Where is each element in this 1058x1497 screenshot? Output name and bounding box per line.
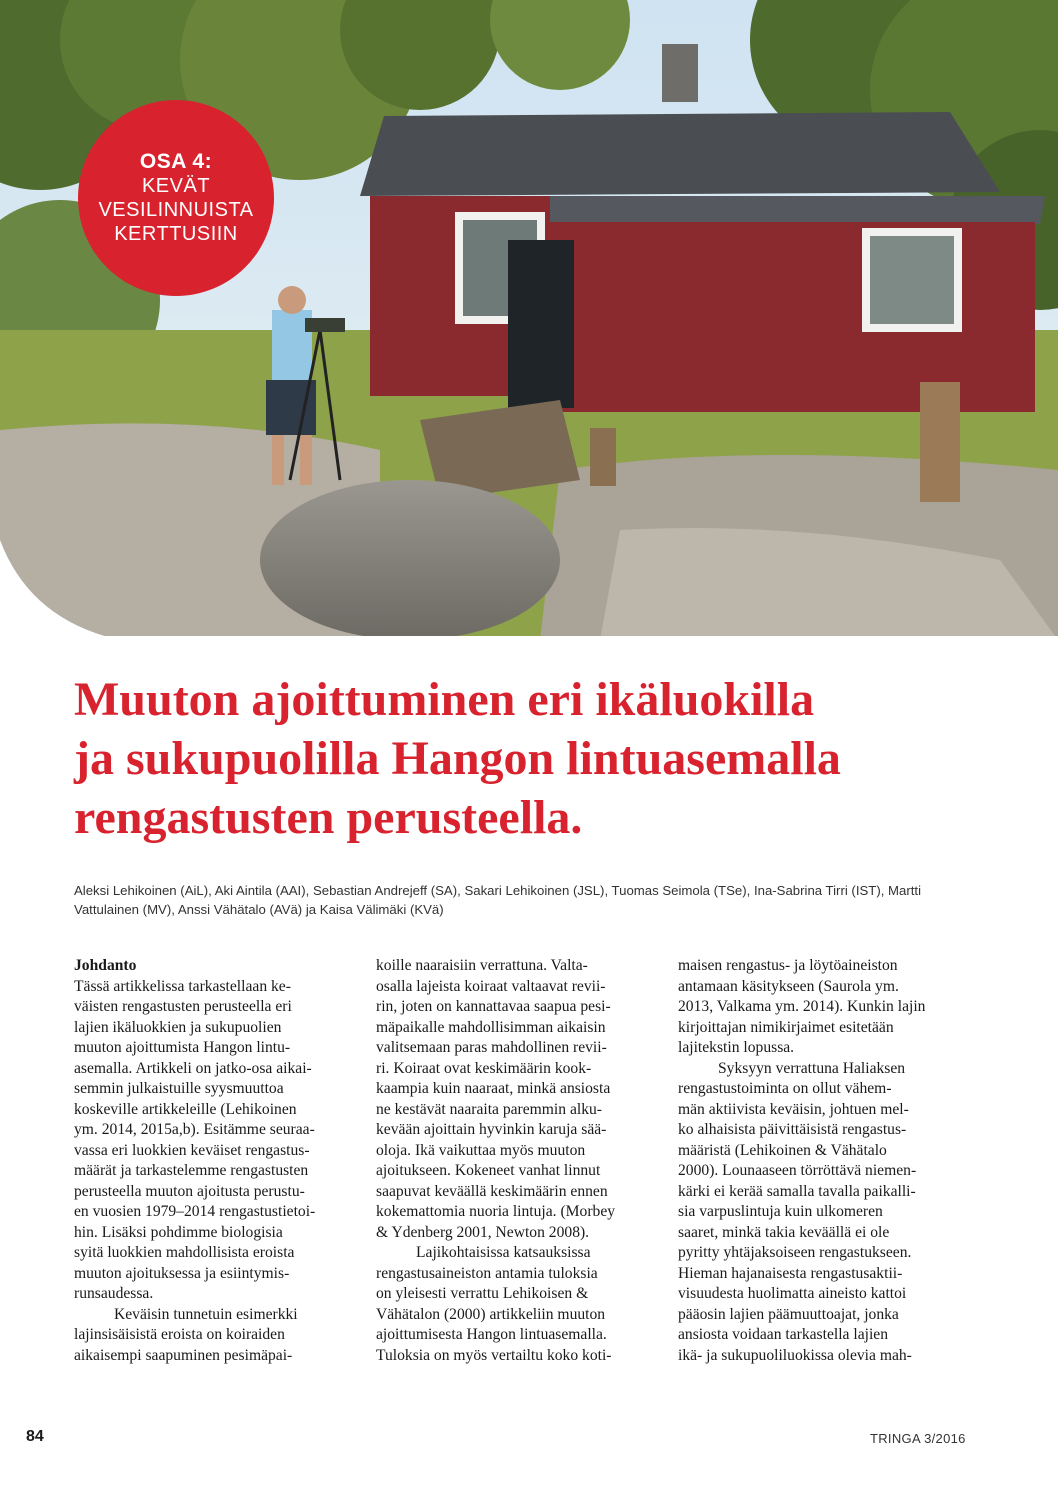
text-line: muuton ajoittumista Hangon lintu- <box>74 1039 291 1056</box>
text-line: aikaisempi saapuminen pesimäpai- <box>74 1346 293 1364</box>
header-photo <box>0 0 1058 640</box>
text-line: saaret, minkä takia keväällä ei ole <box>678 1223 890 1241</box>
text-line: runsaudessa. <box>74 1285 154 1302</box>
badge-line: KEVÄT <box>141 175 211 197</box>
text-line: pääosin lajien päämuuttoajat, jonka <box>678 1305 899 1323</box>
text-line: ikä- ja sukupuoliluokissa olevia mah- <box>678 1346 912 1364</box>
author-line: Aleksi Lehikoinen (AiL), Aki Aintila (AAI), Sebastian Andrejeff (SA), Sakari Lehikoinen (JSL), Tuomas Seimola (TSe), Ina-Sabrina Tirri (IST), Martti <box>74 883 922 898</box>
text-line: muuton ajoituksessa ja esiintymis- <box>74 1264 290 1282</box>
text-line: saapuvat keväällä keskimäärin ennen <box>376 1182 608 1200</box>
badge-part: OSA 4: <box>139 150 213 173</box>
text-line: ri. Koiraat ovat keskimäärin kook- <box>376 1059 592 1077</box>
text-line: mäpaikalle mahdollisimman aikaisin <box>376 1018 606 1036</box>
text-column-2 <box>376 956 644 1366</box>
text-line: valitsemaan paras mahdollinen revii- <box>376 1039 607 1056</box>
text-line: Hieman hajanaisesta rengastusaktii- <box>678 1264 903 1282</box>
text-line: perusteella muuton ajoitusta perustu- <box>74 1182 305 1200</box>
paragraph <box>74 1305 342 1367</box>
text-line: rin, joten on kannattavaa saapua pesi- <box>376 998 611 1015</box>
text-line: sia varpuslintuja kuin ulkomeren <box>678 1203 883 1220</box>
badge-line: KERTTUSIIN <box>114 223 238 245</box>
journal-issue: TRINGA 3/2016 <box>870 1431 966 1446</box>
text-line: & Ydenberg 2001, Newton 2008). <box>376 1223 590 1241</box>
text-line: pyritty yhtäjaksoiseen rengastukseen. <box>678 1244 912 1261</box>
text-column-1 <box>74 956 342 1366</box>
text-line: lajinsisäisistä eroista on koiraiden <box>74 1326 285 1343</box>
text-line: män aktiivista keväisin, johtuen mel- <box>678 1100 909 1118</box>
text-line: Keväisin tunnetuin esimerkki <box>114 1305 298 1323</box>
text-line: koskeville artikkeleille (Lehikoinen <box>74 1100 297 1118</box>
badge-line: VESILINNUISTA <box>98 199 254 221</box>
text-line: koille naaraisiin verrattuna. Valta- <box>376 957 588 974</box>
text-line: 2000). Lounaaseen törröttävä niemen- <box>678 1162 917 1179</box>
section-heading: Johdanto <box>74 957 137 974</box>
text-line: kirjoittajan nimikirjaimet esitetään <box>678 1018 894 1036</box>
text-line: 2013, Valkama ym. 2014). Kunkin lajin <box>678 998 926 1015</box>
text-line: semmin julkaistuille syysmuuttoa <box>74 1080 284 1097</box>
text-line: rengastustoiminta on ollut vähem- <box>678 1080 892 1097</box>
text-line: maisen rengastus- ja löytöaineiston <box>678 957 898 974</box>
text-line: lajitekstin lopussa. <box>678 1039 795 1056</box>
text-line: Vähätalon (2000) artikkeliin muuton <box>376 1305 606 1323</box>
text-line: määristä (Lehikoinen & Vähätalo <box>678 1141 887 1159</box>
text-line: on yleisesti verrattu Lehikoisen & <box>376 1285 589 1302</box>
paragraph <box>678 1059 946 1367</box>
text-line: ne kestävät naaraita paremmin alku- <box>376 1100 603 1118</box>
text-line: kokemattomia nuoria lintuja. (Morbey <box>376 1203 616 1220</box>
text-line: määrät ja tarkastelemme rengastusten <box>74 1162 309 1179</box>
text-column-3 <box>678 956 946 1366</box>
paragraph <box>376 956 644 1243</box>
text-line: kevään ajoittain hyvinkin karuja sää- <box>376 1121 607 1138</box>
text-line: kärki ei kerää samalla tavalla paikalli- <box>678 1182 916 1200</box>
bird-station-photo <box>0 0 1058 640</box>
title-line: Muuton ajoittuminen eri ikäluokilla <box>74 673 815 726</box>
page-number: 84 <box>26 1428 44 1445</box>
text-line: lajien ikäluokkien ja sukupuolien <box>74 1018 282 1036</box>
text-line: hin. Lisäksi pohdimme biologisia <box>74 1223 283 1241</box>
paragraph <box>376 1243 644 1366</box>
text-line: ko alhaisista päivittäisistä rengastus- <box>678 1121 907 1138</box>
text-line: oloja. Ikä vaikuttaa myös muuton <box>376 1141 586 1159</box>
text-line: ajoittumisesta Hangon lintuasemalla. <box>376 1326 607 1343</box>
text-line: asemalla. Artikkeli on jatko-osa aikai- <box>74 1059 312 1077</box>
title-line: ja sukupuolilla Hangon lintuasemalla <box>74 732 841 785</box>
text-line: syitä luokkien mahdollisista eroista <box>74 1244 295 1261</box>
text-line: ym. 2014, 2015a,b). Esitämme seuraa- <box>74 1121 315 1138</box>
text-line: osalla lajeista koiraat valtaavat revii- <box>376 977 606 995</box>
article-title <box>74 670 1004 847</box>
paragraph <box>74 977 342 1305</box>
author-line: Vattulainen (MV), Anssi Vähätalo (AVä) ja Kaisa Välimäki (KVä) <box>74 902 444 917</box>
title-line: rengastusten perusteella. <box>74 791 583 844</box>
text-line: kaampia kuin naaraat, minkä ansiosta <box>376 1080 611 1097</box>
text-line: ansiosta voidaan tarkastella lajien <box>678 1326 889 1343</box>
text-line: vassa eri luokkien keväiset rengastus- <box>74 1141 310 1159</box>
text-line: rengastusaineiston antamia tuloksia <box>376 1264 598 1282</box>
text-line: Lajikohtaisissa katsauksissa <box>416 1244 591 1261</box>
text-line: ajoitukseen. Kokeneet vanhat linnut <box>376 1162 601 1179</box>
paragraph <box>678 956 946 1059</box>
text-line: väisten rengastusten perusteella eri <box>74 998 292 1015</box>
text-line: visuudesta huolimatta aineisto kattoi <box>678 1285 907 1302</box>
text-line: Tässä artikkelissa tarkastellaan ke- <box>74 977 291 995</box>
text-line: en vuosien 1979–2014 rengastustietoi- <box>74 1203 316 1220</box>
text-line: Syksyyn verrattuna Haliaksen <box>718 1059 906 1077</box>
author-list <box>74 881 994 919</box>
text-line: antamaan käsitykseen (Saurola ym. <box>678 977 899 995</box>
section-badge <box>78 100 274 296</box>
text-line: Tuloksia on myös vertailtu koko koti- <box>376 1346 612 1364</box>
